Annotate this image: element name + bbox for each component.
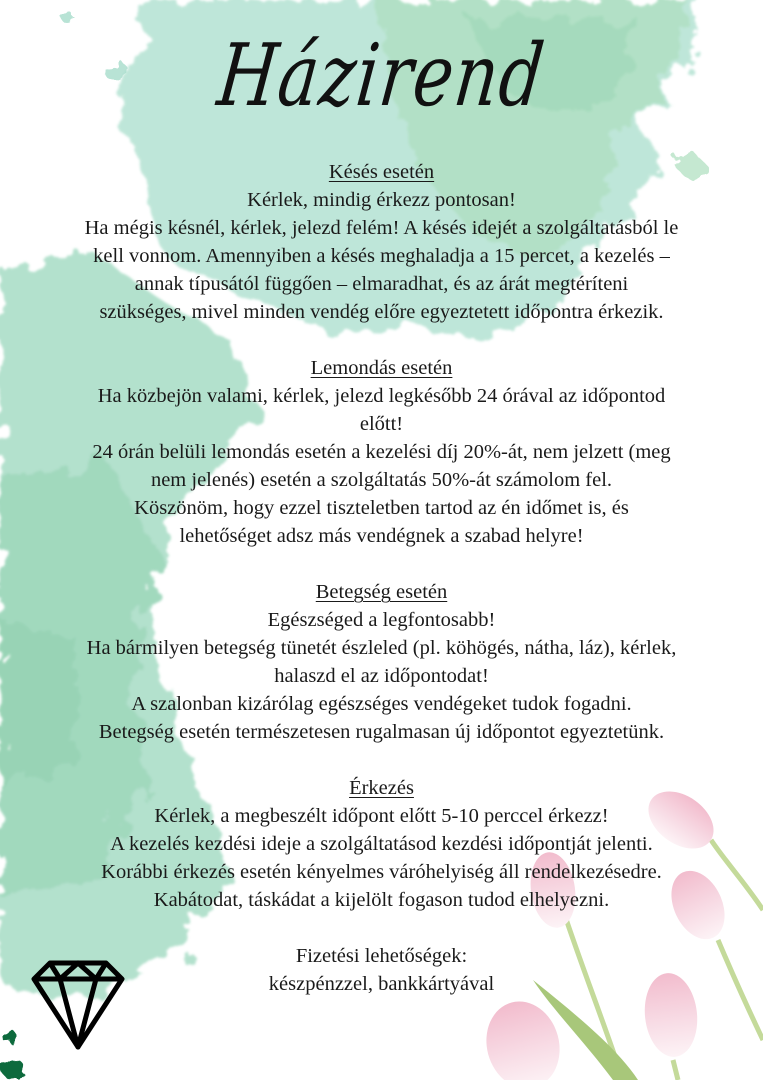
section-arrival (0, 774, 763, 914)
text-line: annak típusától függően – elmaradhat, és az árát megtéríteni (134, 273, 629, 295)
text-line: A kezelés kezdési ideje a szolgáltatásod kezdési időpontját jelenti. (110, 833, 653, 855)
house-rules-body (0, 158, 763, 1026)
text-line: Kérlek, a megbeszélt időpont előtt 5-10 perccel érkezz! (154, 805, 609, 827)
section-late-arrival (0, 158, 763, 326)
section-heading: Érkezés (349, 777, 414, 799)
section-illness (0, 578, 763, 746)
text-line: Ha közbejön valami, kérlek, jelezd legkésőbb 24 órával az időpontod (97, 385, 666, 407)
text-line: Ha mégis késnél, kérlek, jelezd felém! A késés idejét a szolgáltatásból le (84, 217, 679, 239)
text-line: Korábbi érkezés esetén kényelmes váróhelyiség áll rendelkezésedre. (101, 861, 662, 883)
text-line: Betegség esetén természetesen rugalmasan új időpontot egyeztetünk. (98, 721, 665, 743)
text-line: halaszd el az időpontodat! (274, 665, 489, 687)
text-line: Ha bármilyen betegség tünetét észleled (pl. köhögés, nátha, láz), kérlek, (86, 637, 677, 659)
text-line: Köszönöm, hogy ezzel tiszteletben tartod az én időmet is, és (134, 497, 629, 519)
text-line: szükséges, mivel minden vendég előre egyeztetett időpontra érkezik. (99, 301, 664, 323)
payment-methods: készpénzzel, bankkártyával (268, 973, 495, 995)
section-heading: Betegség esetén (315, 581, 448, 603)
diamond-icon (30, 955, 126, 1051)
text-line: Kérlek, mindig érkezz pontosan! (247, 189, 516, 211)
text-line: A szalonban kizárólag egészséges vendégeket tudok fogadni. (131, 693, 632, 715)
text-line: kell vonnom. Amennyiben a késés meghaladja a 15 percet, a kezelés – (93, 245, 670, 267)
text-line: 24 órán belüli lemondás esetén a kezelési díj 20%-át, nem jelzett (meg (92, 441, 671, 463)
text-line: lehetőséget adsz más vendégnek a szabad helyre! (179, 525, 584, 547)
text-line: Kabátodat, táskádat a kijelölt fogason tudod elhelyezni. (153, 889, 610, 911)
section-heading: Késés esetén (328, 161, 435, 183)
payment-label: Fizetési lehetőségek: (295, 945, 468, 967)
text-line: előtt! (359, 413, 404, 435)
page-title: Házirend (213, 26, 550, 126)
text-line: nem jelenés) esetén a szolgáltatás 50%-át számolom fel. (150, 469, 613, 491)
section-cancellation (0, 354, 763, 550)
text-line: Egészséged a legfontosabb! (267, 609, 496, 631)
section-heading: Lemondás esetén (310, 357, 453, 379)
